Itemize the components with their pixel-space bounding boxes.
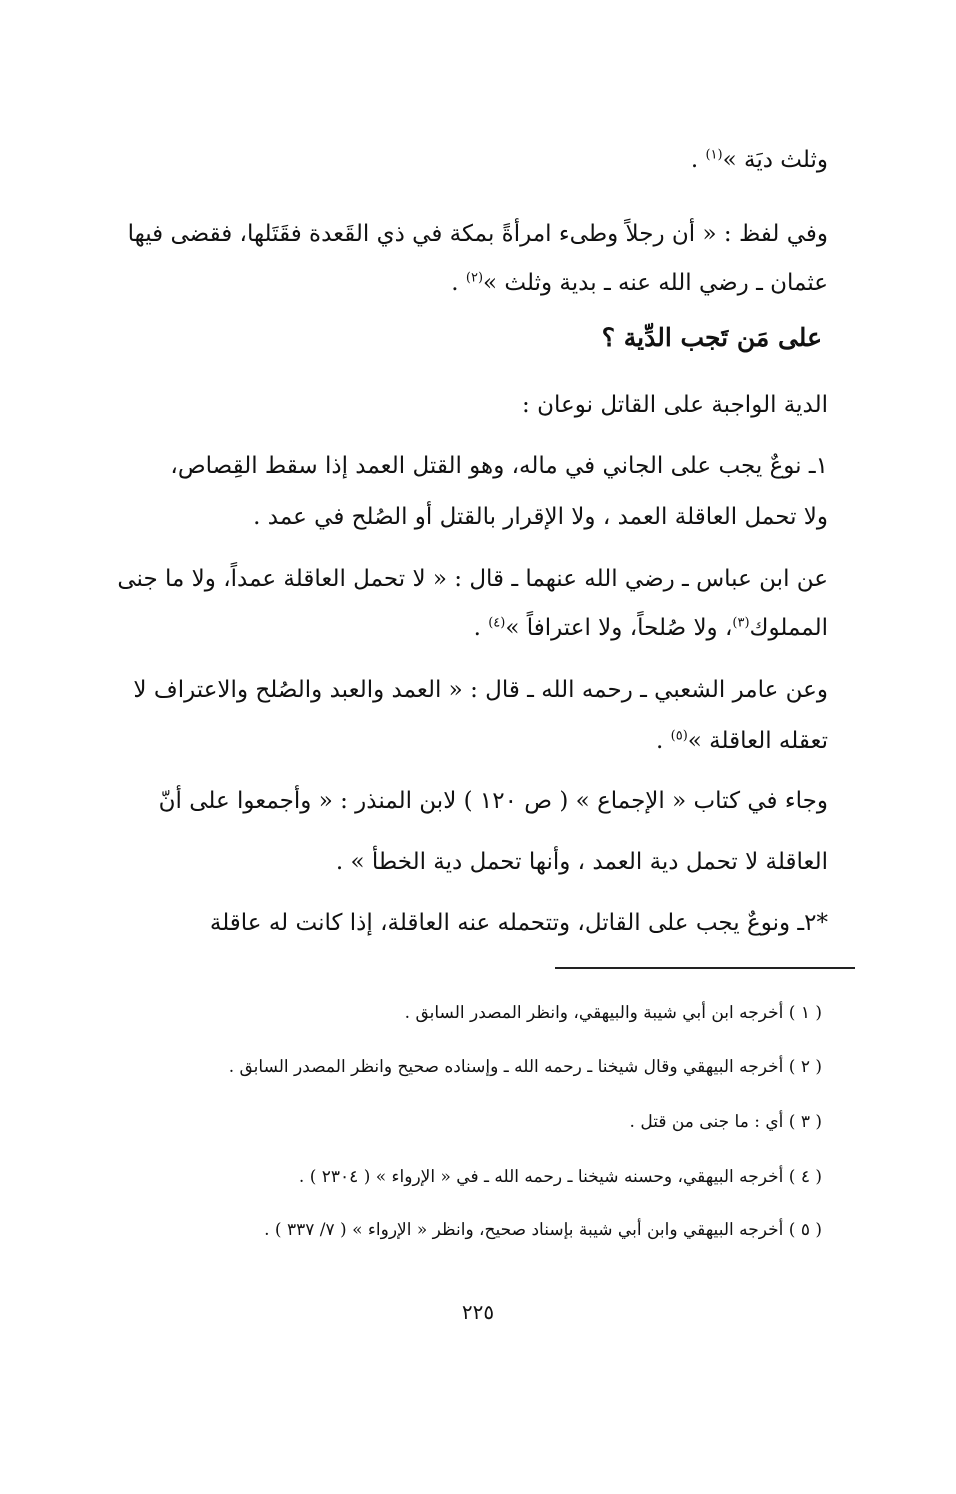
footnote-ref: (٢) — [465, 270, 484, 286]
footnote-5: ( ٥ ) أخرجه البيهقي وابن أبي شيبة بإسناد صحيح، وانظر « الإرواء » ( ٧/ ٣٣٧ ) . — [264, 1220, 822, 1240]
paragraph-6-line-1 — [84, 670, 828, 710]
punct: . — [690, 147, 699, 173]
paragraph-1-line-1 — [84, 140, 828, 180]
section-heading: على مَن تَجب الدِّية ؟ — [601, 323, 822, 352]
footnote-2: ( ٢ ) أخرجه البيهقي وقال شيخنا ـ رحمه الله ـ وإسناده صحيح وانظر المصدر السابق . — [228, 1057, 822, 1077]
paragraph-5-line-1 — [84, 559, 828, 599]
footnote-ref: (١) — [705, 147, 723, 163]
text: وفي لفظ : « أن رجلاً وطىء امرأةً بمكة في ذي القَعدة فقَتَلها، فقضى فيها — [127, 221, 828, 247]
paragraph-7-line-2 — [84, 842, 828, 882]
text: ١ـ نوعٌ يجب على الجاني في ماله، وهو القتل العمد إذا سقط القِصاص، — [170, 453, 828, 479]
text: ولا تحمل العاقلة العمد ، ولا الإقرار بالقتل أو الصُلح في عمد . — [253, 504, 828, 530]
text: تعقله العاقلة » — [687, 728, 828, 754]
text: عثمان ـ رضي الله عنه ـ بدية وثلث » — [483, 270, 828, 296]
paragraph-6-line-2 — [84, 721, 828, 761]
footnote-ref: (٤) — [488, 615, 506, 631]
footnote-ref: (٥) — [670, 728, 688, 744]
paragraph-5-line-2 — [84, 608, 828, 648]
text: ، ولا صُلحاً، ولا اعترافاً » — [505, 615, 733, 641]
punct: . — [473, 615, 481, 641]
page-number: ٢٢٥ — [461, 1300, 495, 1324]
footnote-1: ( ١ ) أخرجه ابن أبي شيبة والبيهقي، وانظر المصدر السابق . — [404, 1003, 822, 1023]
paragraph-4-line-2 — [84, 497, 828, 537]
paragraph-8-line-1 — [84, 903, 828, 943]
paragraph-2-line-1 — [84, 214, 828, 254]
paragraph-3-line-1 — [84, 385, 828, 425]
text: وجاء في كتاب « الإجماع » ( ص ١٢٠ ) لابن المنذر : « وأجمعوا على أنّ — [158, 788, 828, 814]
text: المملوك — [749, 615, 828, 641]
text: العاقلة لا تحمل دية العمد ، وأنها تحمل دية الخطأ » . — [335, 849, 828, 875]
footnote-ref: (٣) — [732, 615, 750, 631]
paragraph-2-line-2 — [84, 263, 828, 303]
text: الدية الواجبة على القاتل نوعان : — [522, 392, 828, 418]
text: وثلث ديَة » — [722, 147, 828, 173]
text: عن ابن عباس ـ رضي الله عنهما ـ قال : « لا تحمل العاقلة عمداً، ولا ما جنى — [117, 566, 828, 592]
footnote-4: ( ٤ ) أخرجه البيهقي، وحسنه شيخنا ـ رحمه الله ـ في « الإرواء » ( ٢٣٠٤ ) . — [298, 1167, 822, 1187]
paragraph-7-line-1 — [84, 781, 828, 821]
footnote-separator — [555, 967, 855, 969]
punct: . — [656, 728, 664, 754]
text: وعن عامر الشعبي ـ رحمه الله ـ قال : « العمد والعبد والصُلح والاعتراف لا — [133, 677, 828, 703]
text: *٢ـ ونوعٌ يجب على القاتل، وتتحمله عنه العاقلة، إذا كانت له عاقلة — [209, 910, 828, 936]
punct: . — [451, 270, 459, 296]
footnote-3: ( ٣ ) أي : ما جنى من قتل . — [629, 1112, 822, 1132]
paragraph-4-line-1 — [84, 446, 828, 486]
